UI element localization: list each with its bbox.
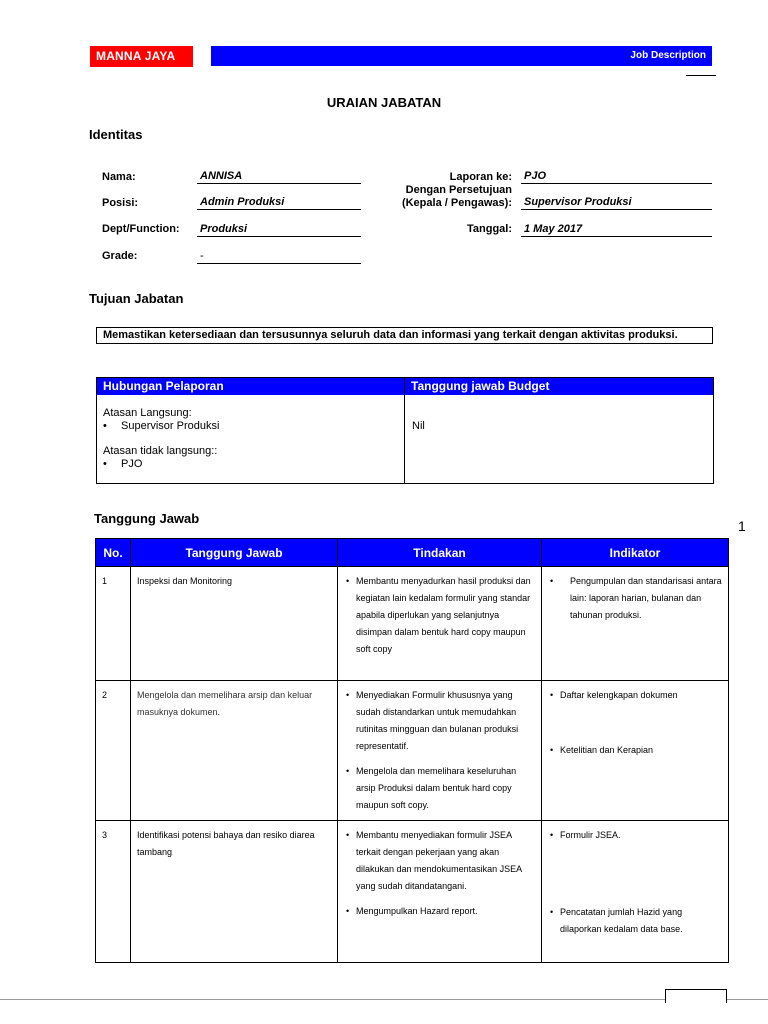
hubungan-header: Hubungan Pelaporan (97, 378, 404, 395)
atasan-tidak-item (99, 458, 142, 470)
page-number: 1 (738, 518, 746, 534)
tanggal-label: Tanggal: (466, 223, 512, 235)
footer-rule (0, 999, 768, 1000)
row-indikator (542, 821, 729, 963)
bullet-icon: • (346, 906, 350, 916)
atasan-tidak-label: Atasan tidak langsung:: (103, 445, 218, 457)
row-tanggung-jawab: Identifikasi potensi bahaya dan resiko diarea tambang (131, 821, 338, 963)
tanggal-value: 1 May 2017 (521, 223, 712, 237)
company-brand: MANNA JAYA (90, 46, 193, 67)
row-indikator (542, 567, 729, 681)
grade-label: Grade: (102, 250, 138, 262)
tindakan-item (344, 573, 535, 658)
document-title: URAIAN JABATAN (326, 95, 442, 110)
footer-box (665, 989, 727, 1003)
bullet-icon: • (550, 745, 554, 755)
tindakan-item (344, 763, 535, 814)
column-header-no: No. (96, 539, 131, 567)
row-tindakan (338, 821, 542, 963)
indikator-text: Formulir JSEA. (560, 830, 621, 840)
tanggung-jawab-heading: Tanggung Jawab (94, 511, 200, 526)
bullet-icon: • (103, 458, 107, 470)
tujuan-text: Memastikan ketersediaan dan tersusunnya seluruh data dan informasi yang terkait dengan aktivitas produksi. (96, 327, 713, 344)
indikator-text: Pengumpulan dan standarisasi antara lain: laporan harian, bulanan dan tahunan produksi. (570, 576, 722, 620)
tindakan-text: Menyediakan Formulir khususnya yang sudah distandarkan untuk memudahkan rutinitas mingguan dan bulanan produksi representatif. (356, 690, 519, 751)
row-tindakan (338, 681, 542, 821)
laporan-value: PJO (521, 170, 712, 184)
bullet-icon: • (346, 576, 350, 586)
row-tindakan (338, 567, 542, 681)
indikator-text: Ketelitian dan Kerapian (560, 745, 654, 755)
budget-header: Tanggung jawab Budget (405, 378, 713, 395)
tindakan-text: Membantu menyediakan formulir JSEA terkait dengan pekerjaan yang akan dilakukan dan mendokumentasikan JSEA yang sudah ditandatangani. (356, 830, 522, 891)
persetujuan-label-line1: Dengan Persetujuan (405, 184, 512, 196)
dept-value: Produksi (197, 223, 361, 237)
atasan-tidak-text: PJO (121, 458, 143, 470)
column-header-indikator: Indikator (542, 539, 729, 567)
bullet-icon: • (550, 907, 554, 917)
row-number: 3 (96, 821, 131, 963)
persetujuan-value: Supervisor Produksi (521, 196, 712, 210)
tindakan-text: Mengumpulkan Hazard report. (356, 906, 478, 916)
indikator-item (548, 687, 722, 704)
atasan-langsung-label: Atasan Langsung: (103, 407, 192, 419)
identitas-heading: Identitas (89, 127, 143, 142)
tindakan-text: Mengelola dan memelihara keseluruhan arsip Produksi dalam bentuk hard copy maupun soft copy. (356, 766, 517, 810)
indikator-text: Pencatatan jumlah Hazid yang dilaporkan kedalam data base. (560, 907, 683, 934)
indikator-item (548, 573, 722, 624)
posisi-value: Admin Produksi (197, 196, 361, 210)
tindakan-item (344, 827, 535, 895)
dept-label: Dept/Function: (102, 223, 180, 235)
column-header-tanggung-jawab: Tanggung Jawab (131, 539, 338, 567)
tujuan-heading: Tujuan Jabatan (89, 291, 184, 306)
row-number: 1 (96, 567, 131, 681)
table-row (96, 567, 729, 681)
posisi-label: Posisi: (102, 197, 139, 209)
indikator-item (548, 827, 722, 844)
tindakan-item (344, 687, 535, 755)
bullet-icon: • (550, 576, 554, 586)
grade-value: - (197, 250, 361, 264)
table-row (96, 821, 729, 963)
atasan-langsung-text: Supervisor Produksi (121, 420, 220, 432)
atasan-langsung-item (99, 420, 219, 432)
persetujuan-label-line2: (Kepala / Pengawas): (401, 197, 512, 209)
bullet-icon: • (103, 420, 107, 432)
row-tanggung-jawab: Inspeksi dan Monitoring (131, 567, 338, 681)
column-divider (404, 378, 405, 483)
bullet-icon: • (550, 690, 554, 700)
laporan-label: Laporan ke: (449, 171, 512, 183)
nama-value: ANNISA (197, 170, 361, 184)
indikator-item (548, 904, 722, 938)
row-tanggung-jawab: Mengelola dan memelihara arsip dan keluar masuknya dokumen. (131, 681, 338, 821)
row-indikator (542, 681, 729, 821)
bullet-icon: • (550, 830, 554, 840)
tindakan-text: Membantu menyadurkan hasil produksi dan kegiatan lain kedalam formulir yang standar apabila diperlukan yang selanjutnya disimpan dalam bentuk hard copy maupun soft copy (356, 576, 531, 654)
doc-type-bar: Job Description (211, 46, 712, 66)
budget-value: Nil (412, 420, 425, 432)
hubungan-box (96, 377, 714, 484)
table-header-row (96, 539, 729, 567)
table-row (96, 681, 729, 821)
bullet-icon: • (346, 830, 350, 840)
column-header-tindakan: Tindakan (338, 539, 542, 567)
header-rule (686, 75, 716, 76)
tindakan-item (344, 903, 535, 920)
row-number: 2 (96, 681, 131, 821)
nama-label: Nama: (102, 171, 136, 183)
indikator-text: Daftar kelengkapan dokumen (560, 690, 678, 700)
bullet-icon: • (346, 766, 350, 776)
indikator-item (548, 742, 722, 759)
bullet-icon: • (346, 690, 350, 700)
tanggung-jawab-table (95, 538, 729, 963)
